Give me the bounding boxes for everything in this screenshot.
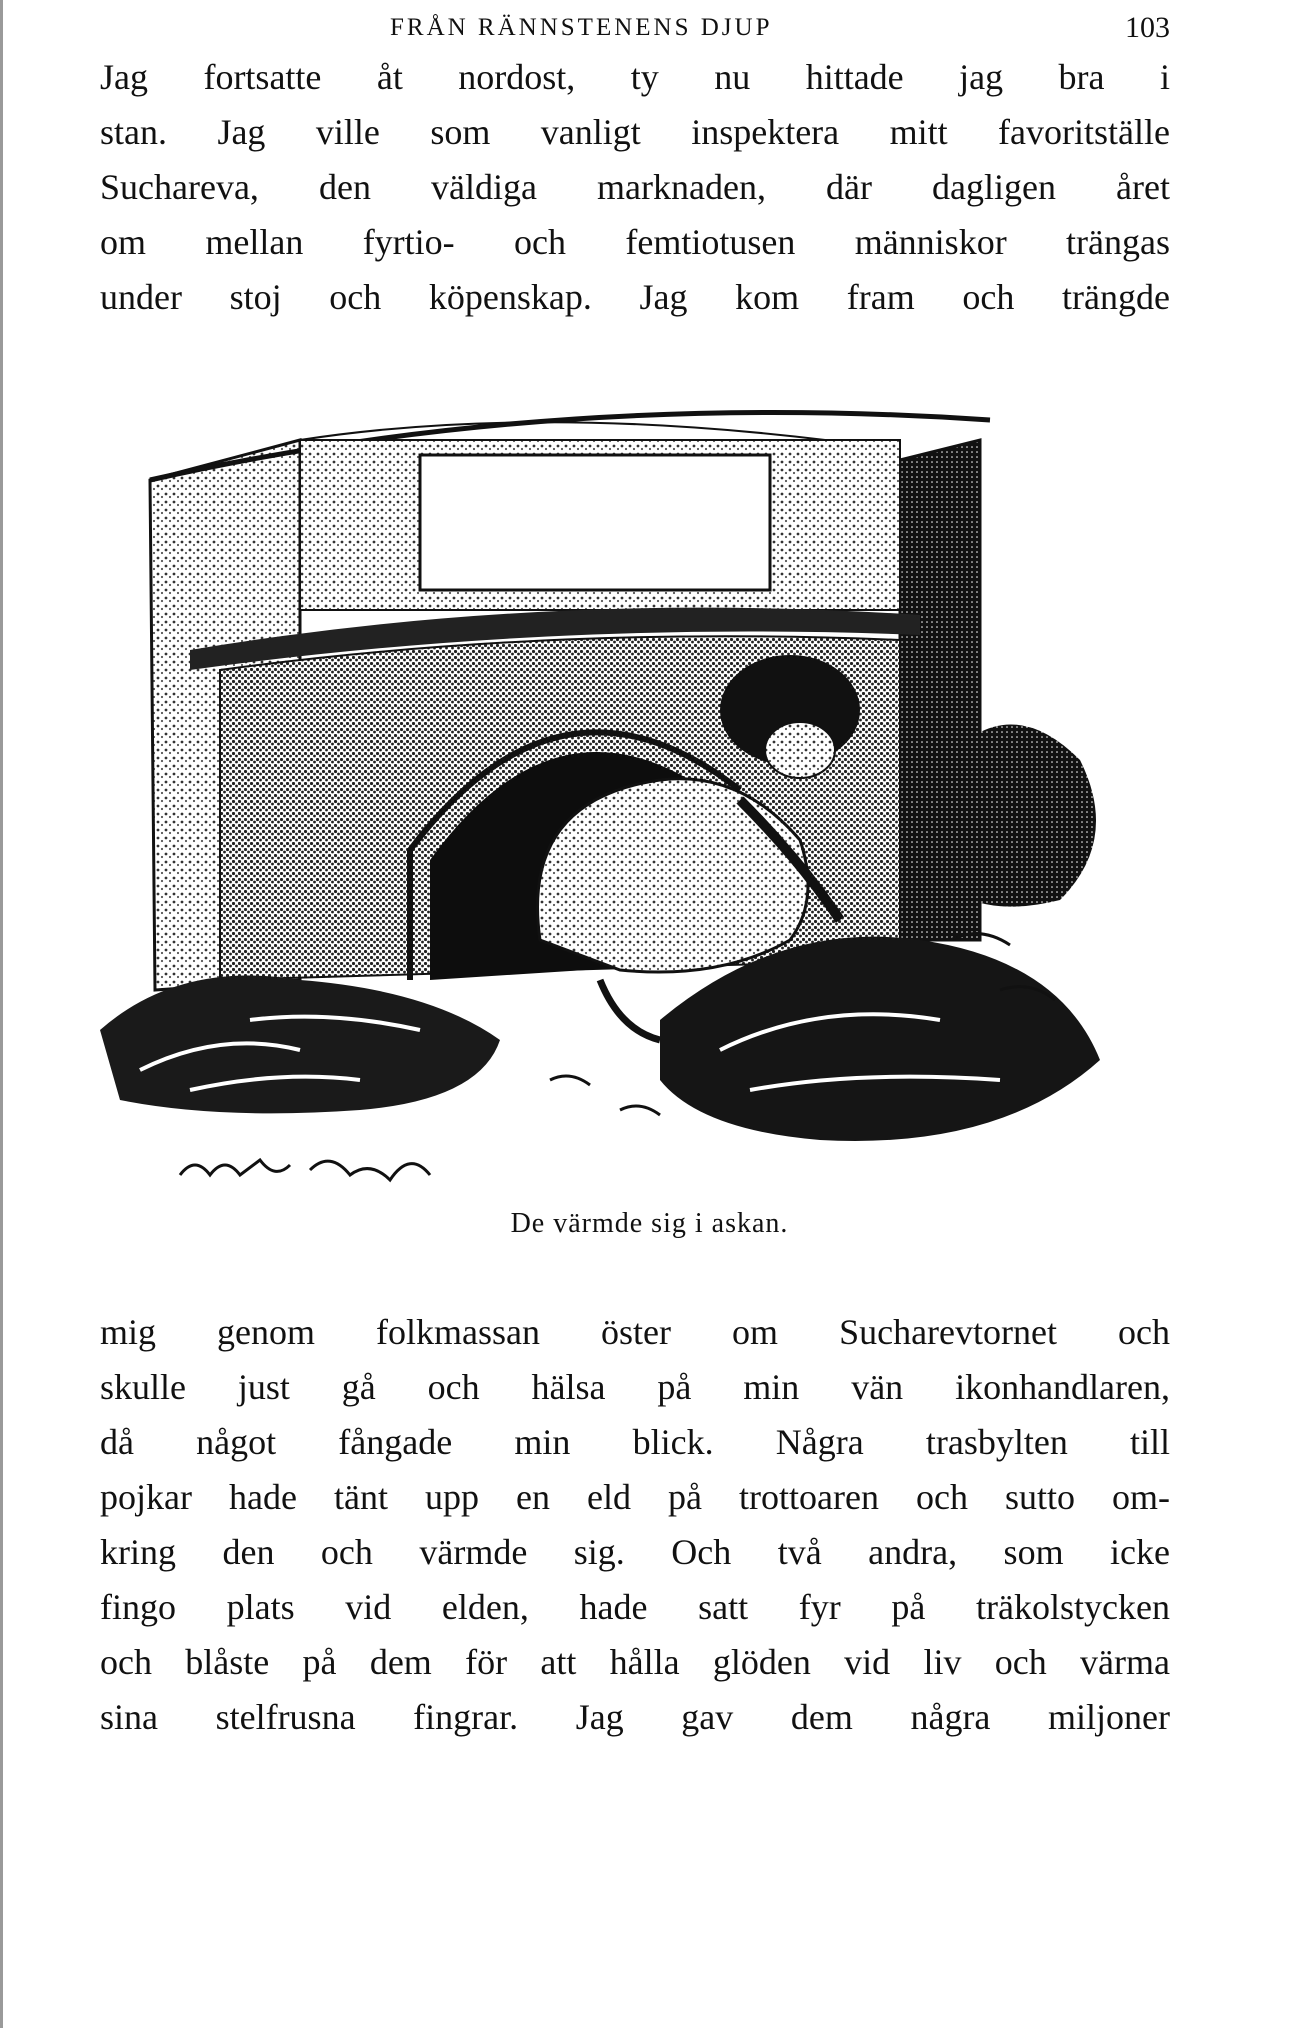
text-line: kring den och värmde sig. Och två andra, som icke [100,1532,1170,1572]
text-line: sina stelfrusna fingrar. Jag gav dem några miljoner [100,1697,1170,1737]
illustration [100,380,1170,1200]
bush-right [930,724,1096,906]
text-line: Jag fortsatte åt nordost, ty nu hittade jag bra i [100,57,1170,97]
text-line: och blåste på dem för att hålla glöden vid liv och värma [100,1642,1170,1682]
text-line: Suchareva, den väldiga marknaden, där dagligen året [100,167,1170,207]
text-line: fingo plats vid elden, hade satt fyr på träkolstycken [100,1587,1170,1627]
paragraph-top [100,50,1170,325]
artist-signature [180,1160,430,1180]
upper-window [420,455,770,590]
text-line: stan. Jag ville som vanligt inspektera mitt favoritställe [100,112,1170,152]
illustration-drawing [100,380,1170,1200]
text-line: om mellan fyrtio- och femtiotusen människor trängas [100,222,1170,262]
text-line: mig genom folkmassan öster om Sucharevtornet och [100,1312,1170,1352]
page-edge-line [0,0,3,2028]
rubble-left [100,976,500,1114]
figure-face [765,722,835,778]
page-number: 103 [1125,11,1170,44]
text-line: pojkar hade tänt upp en eld på trottoaren och sutto om- [100,1477,1170,1517]
figure-caption: De värmde sig i askan. [510,1208,789,1239]
running-head [100,8,1170,48]
paragraph-bottom [100,1305,1170,1745]
figure-hand [600,980,660,1040]
text-line: under stoj och köpenskap. Jag kom fram och trängde [100,277,1170,317]
running-head-title: FRÅN RÄNNSTENENS DJUP [390,14,773,41]
text-line: skulle just gå och hälsa på min vän ikonhandlaren, [100,1367,1170,1407]
text-line: då något fångade min blick. Några trasbylten till [100,1422,1170,1462]
rubble-right [660,937,1100,1141]
